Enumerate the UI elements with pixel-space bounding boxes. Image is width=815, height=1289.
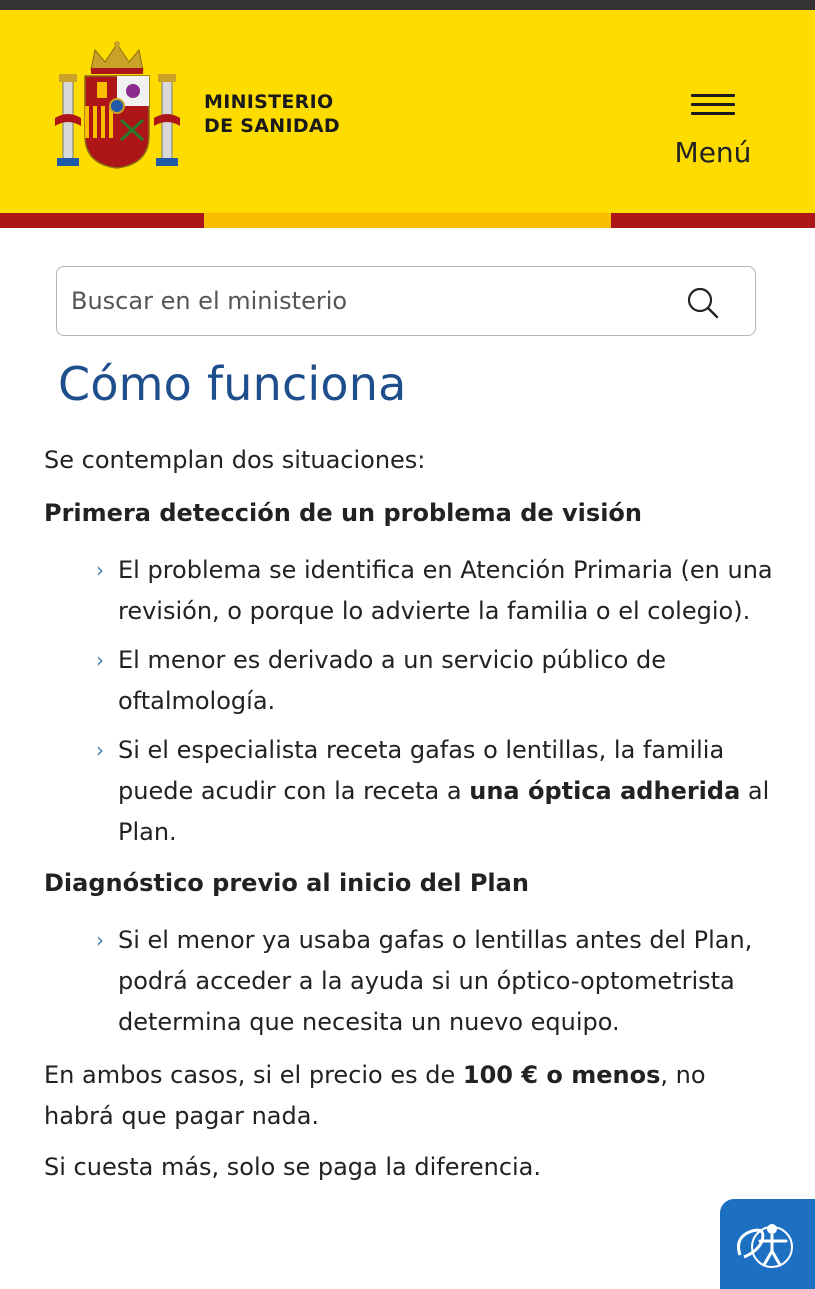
list-item	[96, 550, 774, 632]
closing-paragraph-2: Si cuesta más, solo se paga la diferencia.	[44, 1153, 542, 1181]
list-item-text: El problema se identifica en Atención Primaria (en una revisión, o porque lo advierte la familia o el colegio).	[118, 556, 773, 625]
section2-list	[44, 920, 774, 1043]
accessibility-icon	[732, 1217, 796, 1273]
coat-of-arms-logo[interactable]	[55, 40, 180, 175]
menu-button[interactable]	[660, 80, 770, 190]
list-item-text: El menor es derivado a un servicio público de oftalmología.	[118, 646, 666, 715]
menu-label: Menú	[674, 136, 752, 169]
intro-text: Se contemplan dos situaciones:	[44, 446, 426, 474]
flag-stripe-red-right	[611, 213, 815, 228]
hamburger-menu-icon	[691, 94, 735, 116]
list-item-text-before: Si el especialista receta gafas o lentillas, la familia puede acudir con la receta a	[118, 736, 725, 805]
accessibility-button[interactable]	[720, 1199, 815, 1289]
chevron-right-icon: ›	[96, 648, 104, 672]
closing-bold: 100 € o menos	[462, 1061, 661, 1089]
list-item	[96, 920, 774, 1043]
chevron-right-icon: ›	[96, 558, 104, 582]
flag-stripe-yellow	[204, 213, 611, 228]
ministry-name[interactable]	[204, 90, 340, 138]
list-item	[96, 730, 774, 853]
section1-list	[44, 550, 774, 853]
search-input[interactable]	[71, 281, 671, 321]
page-title: Cómo funciona	[58, 357, 407, 411]
ministry-name-line1: MINISTERIO	[204, 91, 334, 113]
chevron-right-icon: ›	[96, 928, 104, 952]
main-content	[44, 440, 774, 1188]
list-item	[96, 640, 774, 722]
site-header	[0, 10, 815, 213]
section2-heading: Diagnóstico previo al inicio del Plan	[44, 869, 529, 897]
closing-text-before: En ambos casos, si el precio es de	[44, 1061, 463, 1089]
search-icon[interactable]	[685, 285, 721, 321]
ministry-name-line2: DE SANIDAD	[204, 115, 340, 137]
closing-paragraph-1	[44, 1055, 774, 1137]
chevron-right-icon: ›	[96, 738, 104, 762]
list-item-text: Si el menor ya usaba gafas o lentillas antes del Plan, podrá acceder a la ayuda si un óptico-optometrista determina que necesita un nuevo equipo.	[118, 926, 753, 1036]
status-strip	[0, 0, 815, 10]
search-box	[56, 266, 756, 336]
list-item-bold: una óptica adherida	[469, 777, 741, 805]
flag-stripe-red-left	[0, 213, 204, 228]
closing-text-after: , no habrá que pagar nada.	[44, 1061, 706, 1130]
section1-heading: Primera detección de un problema de visión	[44, 499, 642, 527]
list-item-text-after: al Plan.	[118, 777, 770, 846]
